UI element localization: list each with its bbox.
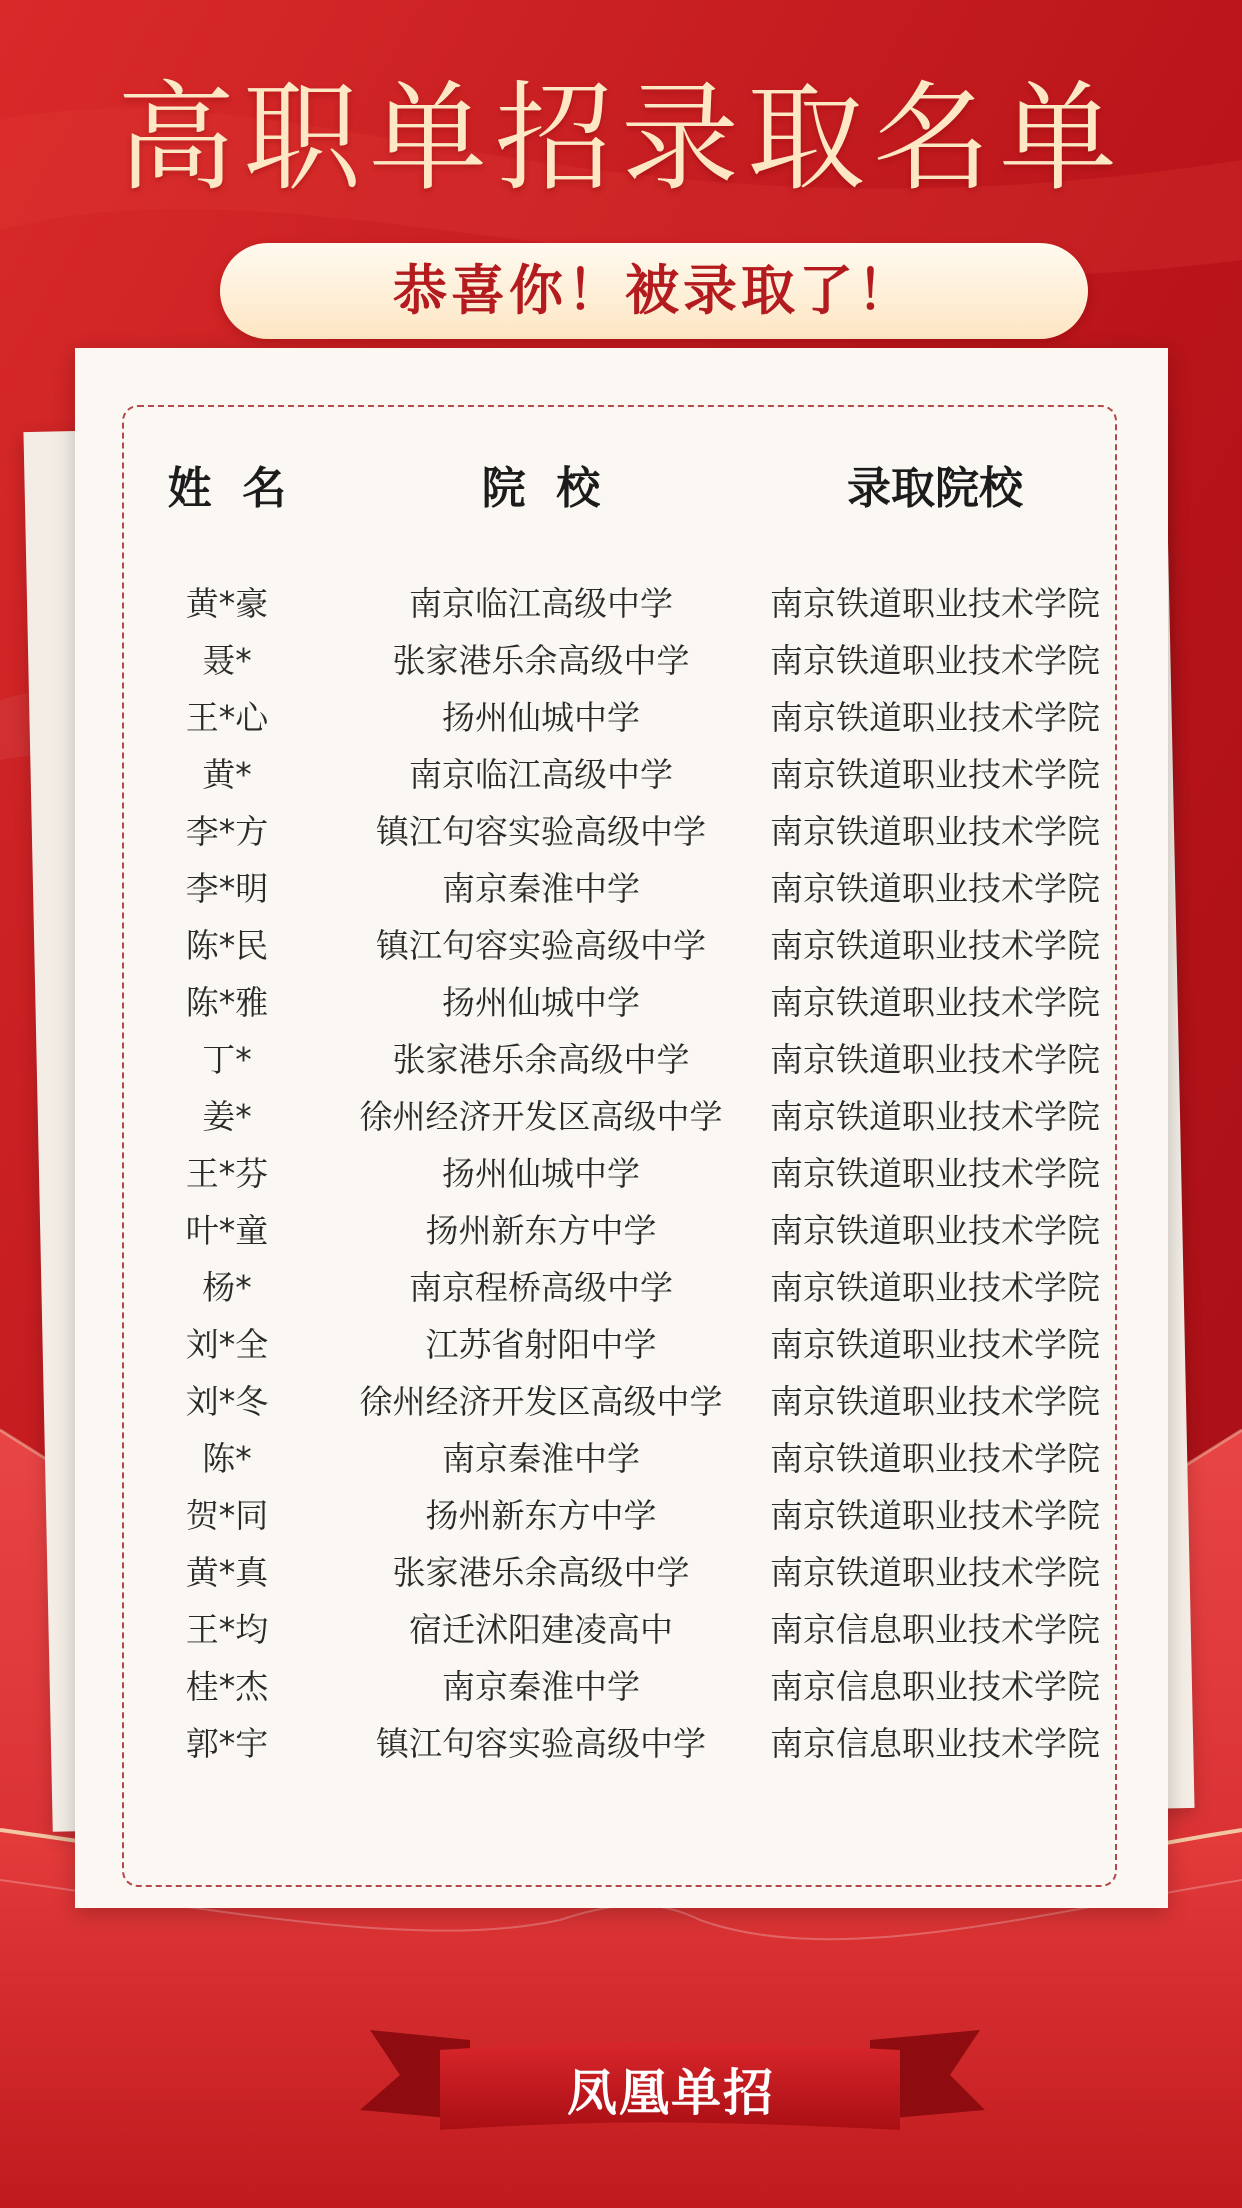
cell-school: 南京秦淮中学: [442, 1439, 640, 1478]
cell-school: 扬州仙城中学: [442, 698, 640, 737]
cell-name: 叶*童: [185, 1211, 269, 1250]
cell-school: 扬州新东方中学: [425, 1496, 657, 1535]
cell-name: 李*明: [185, 869, 269, 908]
cell-college: 南京铁道职业技术学院: [770, 584, 1100, 623]
cell-college: 南京铁道职业技术学院: [770, 1268, 1100, 1307]
table-row: [122, 689, 1117, 746]
table-row: [122, 860, 1117, 917]
cell-school: 镇江句容实验高级中学: [376, 926, 706, 965]
cell-college: 南京铁道职业技术学院: [770, 812, 1100, 851]
table-body: [122, 575, 1117, 1772]
cell-name: 黄*: [202, 755, 252, 794]
table-row: [122, 1373, 1117, 1430]
cell-school: 张家港乐余高级中学: [392, 641, 690, 680]
cell-college: 南京铁道职业技术学院: [770, 1040, 1100, 1079]
cell-name: 聂*: [202, 641, 252, 680]
cell-college: 南京铁道职业技术学院: [770, 1097, 1100, 1136]
table-row: [122, 1145, 1117, 1202]
table-row: [122, 1259, 1117, 1316]
admission-table: [122, 455, 1117, 1772]
table-row: [122, 1487, 1117, 1544]
cell-college: 南京信息职业技术学院: [770, 1667, 1100, 1706]
cell-college: 南京铁道职业技术学院: [770, 755, 1100, 794]
congrats-text: 恭喜你！被录取了！: [393, 259, 915, 322]
cell-college: 南京铁道职业技术学院: [770, 983, 1100, 1022]
cell-name: 陈*民: [185, 926, 269, 965]
header-name: 姓 名: [167, 463, 287, 514]
table-row: [122, 1088, 1117, 1145]
cell-name: 王*心: [185, 698, 269, 737]
header-school: 院 校: [481, 463, 601, 514]
cell-school: 宿迁沭阳建凌高中: [409, 1610, 673, 1649]
table-header-row: [122, 455, 1117, 523]
cell-college: 南京铁道职业技术学院: [770, 869, 1100, 908]
table-row: [122, 1601, 1117, 1658]
cell-name: 黄*真: [185, 1553, 269, 1592]
table-row: [122, 803, 1117, 860]
page-title: 高职单招录取名单: [116, 69, 1125, 207]
cell-school: 扬州仙城中学: [442, 983, 640, 1022]
cell-school: 江苏省射阳中学: [425, 1325, 657, 1364]
cell-school: 扬州仙城中学: [442, 1154, 640, 1193]
cell-name: 郭*宇: [185, 1724, 269, 1763]
table-row: [122, 974, 1117, 1031]
cell-college: 南京铁道职业技术学院: [770, 1553, 1100, 1592]
cell-college: 南京铁道职业技术学院: [770, 1382, 1100, 1421]
cell-name: 姜*: [202, 1097, 252, 1136]
cell-school: 张家港乐余高级中学: [392, 1040, 690, 1079]
cell-name: 王*均: [185, 1610, 269, 1649]
cell-college: 南京铁道职业技术学院: [770, 1496, 1100, 1535]
table-row: [122, 1658, 1117, 1715]
cell-name: 贺*同: [185, 1496, 269, 1535]
cell-school: 南京秦淮中学: [442, 869, 640, 908]
cell-school: 徐州经济开发区高级中学: [359, 1382, 723, 1421]
brand-ribbon-text: 凤凰单招: [567, 2064, 775, 2122]
cell-college: 南京铁道职业技术学院: [770, 1439, 1100, 1478]
cell-school: 扬州新东方中学: [425, 1211, 657, 1250]
cell-school: 南京秦淮中学: [442, 1667, 640, 1706]
cell-school: 南京程桥高级中学: [409, 1268, 673, 1307]
cell-college: 南京信息职业技术学院: [770, 1610, 1100, 1649]
cell-college: 南京铁道职业技术学院: [770, 1154, 1100, 1193]
cell-school: 镇江句容实验高级中学: [376, 812, 706, 851]
cell-school: 张家港乐余高级中学: [392, 1553, 690, 1592]
table-row: [122, 1202, 1117, 1259]
table-row: [122, 1031, 1117, 1088]
cell-name: 李*方: [185, 812, 269, 851]
cell-college: 南京铁道职业技术学院: [770, 1325, 1100, 1364]
cell-name: 杨*: [202, 1268, 252, 1307]
table-row: [122, 1544, 1117, 1601]
table-row: [122, 917, 1117, 974]
table-row: [122, 1316, 1117, 1373]
cell-college: 南京信息职业技术学院: [770, 1724, 1100, 1763]
cell-name: 桂*杰: [185, 1667, 269, 1706]
table-row: [122, 1715, 1117, 1772]
cell-name: 陈*: [202, 1439, 252, 1478]
cell-college: 南京铁道职业技术学院: [770, 641, 1100, 680]
congrats-banner: [220, 243, 1088, 339]
cell-name: 丁*: [202, 1040, 252, 1079]
table-row: [122, 746, 1117, 803]
cell-name: 王*芬: [185, 1154, 269, 1193]
cell-name: 刘*全: [185, 1325, 269, 1364]
table-row: [122, 575, 1117, 632]
cell-school: 徐州经济开发区高级中学: [359, 1097, 723, 1136]
cell-name: 黄*豪: [185, 584, 269, 623]
cell-name: 陈*雅: [185, 983, 269, 1022]
cell-name: 刘*冬: [185, 1382, 269, 1421]
cell-school: 南京临江高级中学: [409, 584, 673, 623]
cell-school: 镇江句容实验高级中学: [376, 1724, 706, 1763]
cell-college: 南京铁道职业技术学院: [770, 1211, 1100, 1250]
header-college: 录取院校: [847, 463, 1023, 514]
cell-school: 南京临江高级中学: [409, 755, 673, 794]
cell-college: 南京铁道职业技术学院: [770, 698, 1100, 737]
cell-college: 南京铁道职业技术学院: [770, 926, 1100, 965]
table-row: [122, 1430, 1117, 1487]
table-row: [122, 632, 1117, 689]
